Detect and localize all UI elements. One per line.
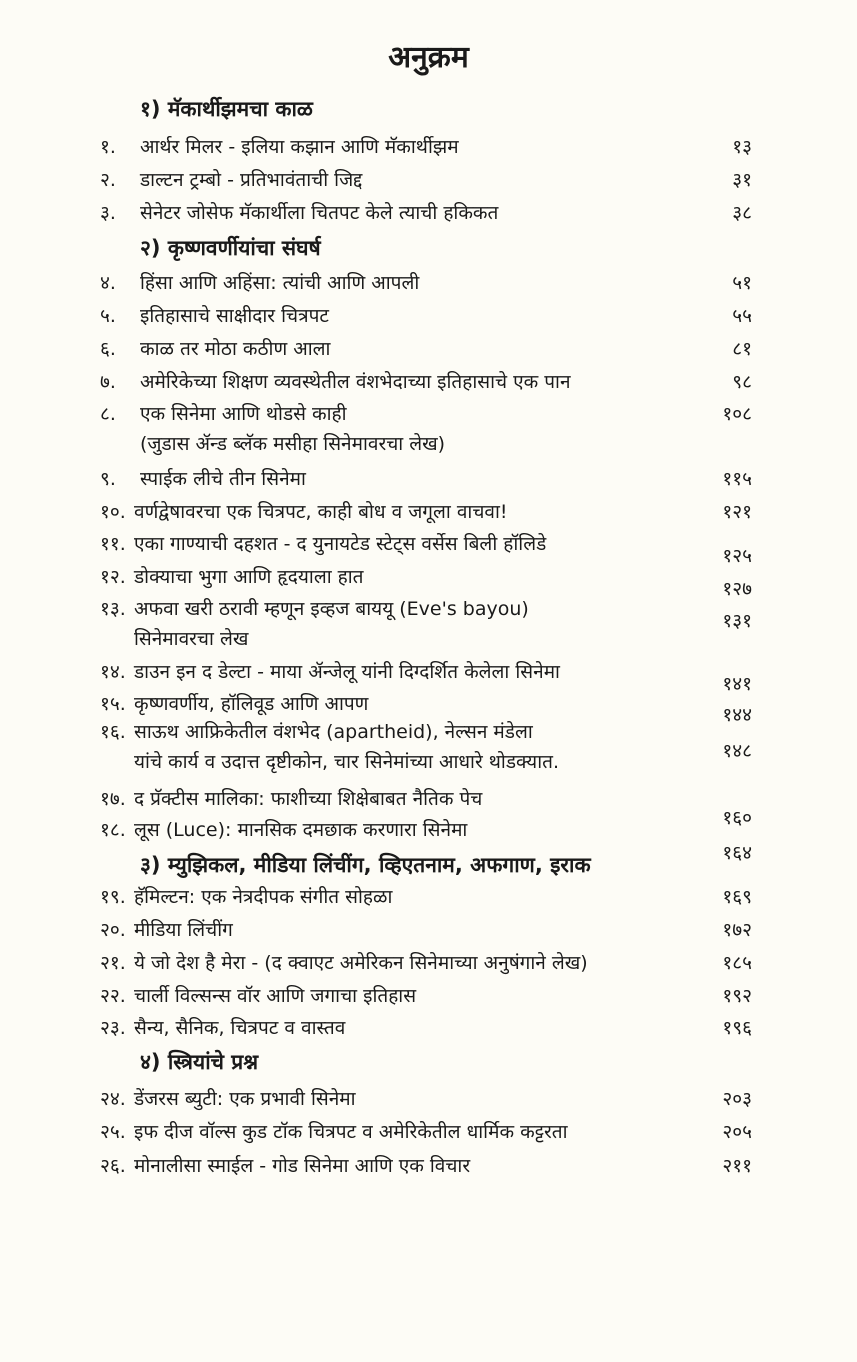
entry-page-number: १४१ xyxy=(722,673,752,695)
entry-title: हिंसा आणि अहिंसा: त्यांची आणि आपली xyxy=(140,272,420,294)
entry-title: लूस (Luce): मानसिक दमछाक करणारा सिनेमा xyxy=(134,819,468,841)
entry-number: १५. xyxy=(100,693,126,715)
entry-number: २२. xyxy=(100,985,126,1007)
entry-number: ४. xyxy=(100,272,116,294)
entry-page-number: १९६ xyxy=(722,1017,752,1039)
entry-title: द प्रॅक्टीस मालिका: फाशीच्या शिक्षेबाबत नैतिक पेच xyxy=(134,788,483,810)
entry-title-continuation: सिनेमावरचा लेख xyxy=(134,628,249,650)
entry-title: कृष्णवर्णीय, हॉलिवूड आणि आपण xyxy=(134,693,369,715)
entry-number: २६. xyxy=(100,1155,126,1177)
entry-page-number: ३१ xyxy=(732,169,752,191)
entry-title: हॅमिल्टन: एक नेत्रदीपक संगीत सोहळा xyxy=(134,886,393,908)
entry-page-number: १२५ xyxy=(722,545,752,567)
entry-page-number: १९२ xyxy=(722,985,752,1007)
entry-title: इफ दीज वॉल्स कुड टॉक चित्रपट व अमेरिकेतील धार्मिक कट्टरता xyxy=(134,1121,568,1143)
entry-page-number: २११ xyxy=(722,1155,752,1177)
entry-title-continuation: यांचे कार्य व उदात्त दृष्टीकोन, चार सिनेमांच्या आधारे थोडक्यात. xyxy=(134,751,559,773)
entry-page-number: ५१ xyxy=(732,272,752,294)
entry-number: १८. xyxy=(100,819,126,841)
entry-page-number: ३८ xyxy=(732,202,752,224)
entry-title: डाउन इन द डेल्टा - माया ॲन्जेलू यांनी दिग्दर्शित केलेला सिनेमा xyxy=(134,661,560,683)
entry-page-number: १२१ xyxy=(722,501,752,523)
entry-title: साऊथ आफ्रिकेतील वंशभेद (apartheid), नेल्सन मंडेला xyxy=(134,721,533,743)
entry-number: २०. xyxy=(100,919,126,941)
entry-page-number: १४८ xyxy=(722,740,752,762)
entry-number: २४. xyxy=(100,1088,126,1110)
entry-page-number: १०८ xyxy=(722,403,752,425)
entry-page-number: १३ xyxy=(732,136,752,158)
entry-title-continuation: (जुडास ॲन्ड ब्लॅक मसीहा सिनेमावरचा लेख) xyxy=(140,433,446,455)
entry-page-number: १४४ xyxy=(722,704,752,726)
entry-title: डाल्टन ट्रम्बो - प्रतिभावंताची जिद्द xyxy=(140,169,363,191)
section-heading: ३) म्युझिकल, मीडिया लिंचींग, व्हिएतनाम, अफगाण, इराक xyxy=(140,853,591,877)
entry-title: आर्थर मिलर - इलिया कझान आणि मॅकार्थीझम xyxy=(140,136,459,158)
entry-title: स्पाईक लीचे तीन सिनेमा xyxy=(140,468,306,490)
entry-title: मीडिया लिंचींग xyxy=(134,919,233,941)
entry-page-number: १२७ xyxy=(722,578,752,600)
section-heading: १) मॅकार्थीझमचा काळ xyxy=(140,97,313,121)
entry-number: ८. xyxy=(100,403,116,425)
entry-number: ११. xyxy=(100,533,126,555)
entry-number: १७. xyxy=(100,788,126,810)
entry-number: २१. xyxy=(100,952,126,974)
entry-title: इतिहासाचे साक्षीदार चित्रपट xyxy=(140,305,329,327)
entry-number: २. xyxy=(100,169,116,191)
entry-title: ये जो देश है मेरा - (द क्वाएट अमेरिकन सिनेमाच्या अनुषंगाने लेख) xyxy=(134,952,588,974)
entry-title: काळ तर मोठा कठीण आला xyxy=(140,338,331,360)
entry-page-number: १३१ xyxy=(722,610,752,632)
entry-page-number: ९८ xyxy=(732,371,752,393)
entry-title: डोक्याचा भुगा आणि हृदयाला हात xyxy=(134,566,364,588)
section-heading: २) कृष्णवर्णीयांचा संघर्ष xyxy=(140,236,321,260)
entry-page-number: २०३ xyxy=(722,1088,752,1110)
entry-number: १६. xyxy=(100,721,126,743)
entry-title: सेनेटर जोसेफ मॅकार्थीला चितपट केले त्याची हकिकत xyxy=(140,202,499,224)
entry-page-number: १६० xyxy=(722,807,752,829)
entry-number: १३. xyxy=(100,598,126,620)
entry-number: ३. xyxy=(100,202,116,224)
entry-page-number: १६९ xyxy=(722,886,752,908)
entry-title: मोनालीसा स्माईल - गोड सिनेमा आणि एक विचार xyxy=(134,1155,471,1177)
section-heading: ४) स्त्रियांचे प्रश्न xyxy=(140,1050,259,1074)
entry-title: एक सिनेमा आणि थोडसे काही xyxy=(140,403,347,425)
entry-page-number: १८५ xyxy=(722,952,752,974)
entry-page-number: १७२ xyxy=(722,919,752,941)
entry-title: सैन्य, सैनिक, चित्रपट व वास्तव xyxy=(134,1017,346,1039)
entry-number: १२. xyxy=(100,566,126,588)
entry-title: अमेरिकेच्या शिक्षण व्यवस्थेतील वंशभेदाच्या इतिहासाचे एक पान xyxy=(140,371,571,393)
page-title: अनुक्रम xyxy=(388,40,469,75)
entry-number: १४. xyxy=(100,661,126,683)
entry-page-number: १६४ xyxy=(722,842,752,864)
entry-title: वर्णद्वेषावरचा एक चित्रपट, काही बोध व जगूला वाचवा! xyxy=(134,501,508,523)
entry-page-number: ११५ xyxy=(722,468,752,490)
entry-number: १९. xyxy=(100,886,126,908)
entry-number: १०. xyxy=(100,501,126,523)
entry-page-number: २०५ xyxy=(722,1121,752,1143)
entry-number: २५. xyxy=(100,1121,126,1143)
entry-number: ९. xyxy=(100,468,116,490)
entry-title: चार्ली विल्सन्स वॉर आणि जगाचा इतिहास xyxy=(134,985,417,1007)
entry-page-number: ८१ xyxy=(732,338,752,360)
entry-page-number: ५५ xyxy=(732,305,752,327)
entry-title: डेंजरस ब्युटी: एक प्रभावी सिनेमा xyxy=(134,1088,356,1110)
entry-number: ७. xyxy=(100,371,116,393)
entry-number: ५. xyxy=(100,305,116,327)
entry-title: अफवा खरी ठरावी म्हणून इव्हज बाययू (Eve's bayou) xyxy=(134,598,529,620)
entry-title: एका गाण्याची दहशत - द युनायटेड स्टेट्स वर्सेस बिली हॉलिडे xyxy=(134,533,547,555)
entry-number: २३. xyxy=(100,1017,126,1039)
entry-number: ६. xyxy=(100,338,116,360)
entry-number: १. xyxy=(100,136,116,158)
